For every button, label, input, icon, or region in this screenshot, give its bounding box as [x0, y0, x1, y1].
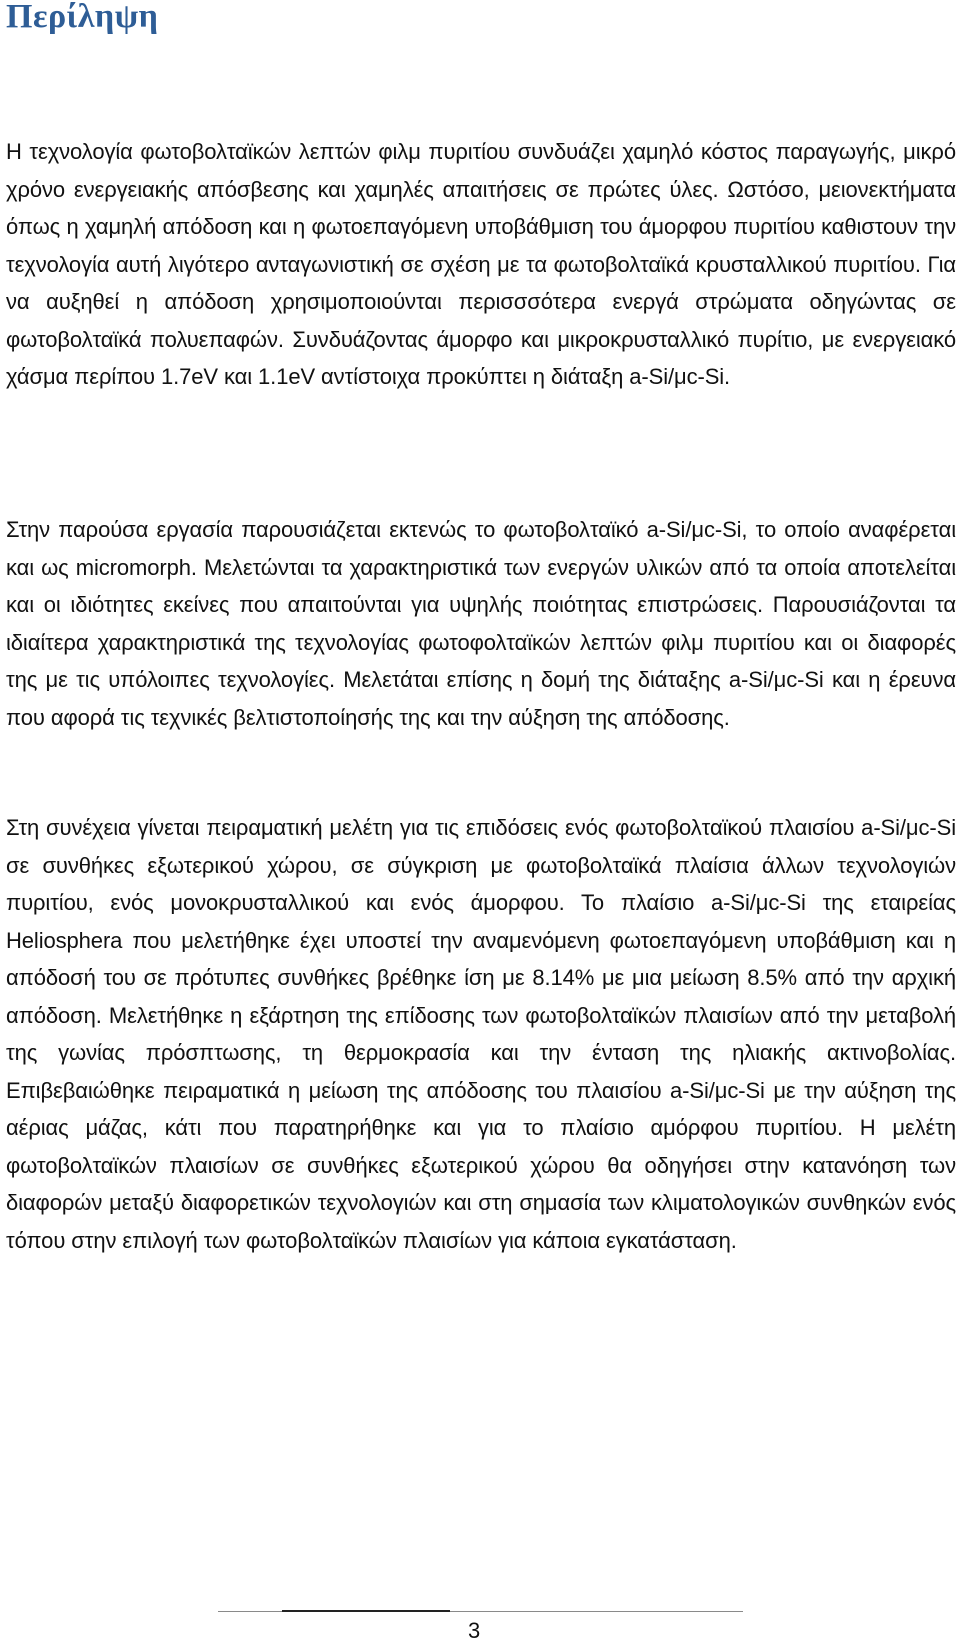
- page-number: 3: [468, 1618, 481, 1643]
- footer-divider-accent: [282, 1610, 450, 1612]
- abstract-paragraph-2: Στην παρούσα εργασία παρουσιάζεται εκτενώς το φωτοβολταϊκό a-Si/μc-Si, το οποίο αναφέρεται και ως micromorph. Μελετώνται τα χαρακτηριστικά των ενεργών υλικών από τα οποία αποτελείται και οι ιδιότητες εκείνες που απαιτούνται για υψηλής ποιότητας επιστρώσεις. Παρουσιάζονται τα ιδιαίτερα χαρακτηριστικά της τεχνολογίας φωτοφολταϊκών λεπτών φιλμ πυριτίου και οι διαφορές της με τις υπόλοιπες τεχνολογίες. Μελετάται επίσης η δομή της διάταξης a-Si/μc-Si και η έρευνα που αφορά τις τεχνικές βελτιστοποίησής της και την αύξηση της απόδοσης.: [6, 517, 956, 730]
- abstract-paragraph-3: Στη συνέχεια γίνεται πειραματική μελέτη για τις επιδόσεις ενός φωτοβολταϊκού πλαισίου a-Si/μc-Si σε συνθήκες εξωτερικού χώρου, σε σύγκριση με φωτοβολταϊκά πλαίσια άλλων τεχνολογιών πυριτίου, ενός μονοκρυσταλλικού και ενός άμορφου. Το πλαίσιο a-Si/μc-Si της εταιρείας Heliosphera που μελετήθηκε έχει υποστεί την αναμενόμενη φωτοεπαγόμενη υποβάθμιση και η απόδοσή του σε πρότυπες συνθήκες βρέθηκε ίση με 8.14% με μια μείωση 8.5% από την αρχική απόδοση. Μελετήθηκε η εξάρτηση της επίδοσης των φωτοβολταϊκών πλαισίων από την μεταβολή της γωνίας πρόσπτωσης, τη θερμοκρασία και την ένταση της ηλιακής ακτινοβολίας. Επιβεβαιώθηκε πειραματικά η μείωση της απόδοσης του πλαισίου a-Si/μc-Si με την αύξηση της αέριας μάζας, κάτι που παρατηρήθηκε και για το πλαίσιο αμόρφου πυριτίου. Η μελέτη φωτοβολταϊκών πλαισίων σε συνθήκες εξωτερικού χώρου θα οδηγήσει στην κατανόηση των διαφορών μεταξύ διαφορετικών τεχνολογιών και στη σημασία των κλιματολογικών συνθηκών ενός τόπου στην επιλογή των φωτοβολταϊκών πλαισίων για κάποια εγκατάσταση.: [6, 815, 956, 1253]
- abstract-paragraph-1: Η τεχνολογία φωτοβολταϊκών λεπτών φιλμ πυριτίου συνδυάζει χαμηλό κόστος παραγωγής, μικρό χρόνο ενεργειακής απόσβεσης και χαμηλές απαιτήσεις σε πρώτες ύλες. Ωστόσο, μειονεκτήματα όπως η χαμηλή απόδοση και η φωτοεπαγόμενη υποβάθμιση του άμορφου πυριτίου καθιστουν την τεχνολογία αυτή λιγότερο ανταγωνιστική σε σχέση με τα φωτοβολταϊκά κρυσταλλικού πυριτίου. Για να αυξηθεί η απόδοση χρησιμοποιούνται περισσσότερα ενεργά στρώματα οδηγώντας σε φωτοβολταϊκά πολυεπαφών. Συνδυάζοντας άμορφο και μικροκρυσταλλικό πυρίτιο, με ενεργειακό χάσμα περίπου 1.7eV και 1.1eV αντίστοιχα προκύπτει η διάταξη a-Si/μc-Si.: [6, 139, 956, 389]
- section-heading: Περίληψη: [6, 0, 159, 35]
